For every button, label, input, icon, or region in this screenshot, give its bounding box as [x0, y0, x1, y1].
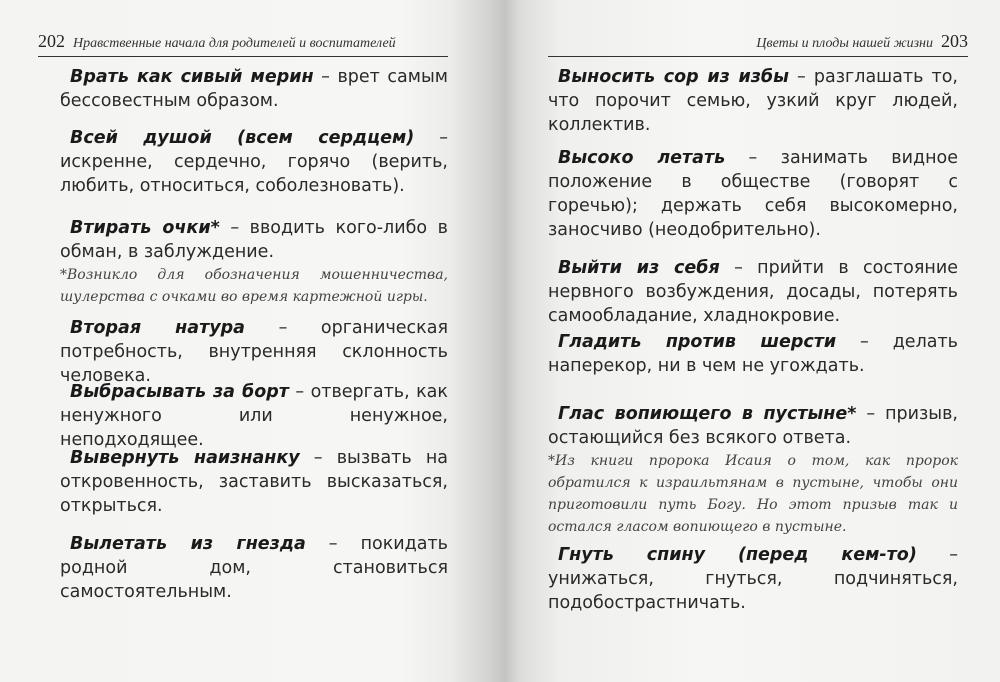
entry-term: Гладить против шерсти — [558, 332, 837, 352]
dictionary-entry — [548, 330, 958, 378]
entry-term: Врать как сивый мерин — [70, 67, 314, 87]
dictionary-entry — [60, 380, 448, 452]
dictionary-entry — [60, 532, 448, 604]
entry-definition: – врет самым бессовестным образом. — [60, 67, 448, 111]
entry-definition: – вводить кого-либо в обман, в заблуждение. — [60, 218, 448, 262]
dictionary-entry — [548, 65, 958, 137]
page-header — [548, 28, 968, 57]
entry-term: Выносить сор из избы — [558, 67, 789, 87]
entry-definition: – унижаться, гнуться, подчиняться, подобострастничать. — [548, 545, 958, 613]
entry-term: Выбрасывать за борт — [70, 382, 289, 402]
entry-definition: – покидать родной дом, становиться самостоятельным. — [60, 534, 448, 602]
footnote: *Возникло для обозначения мошенничества, шулерства с очками во время картежной игры. — [60, 267, 448, 305]
page-number: 202 — [38, 31, 65, 51]
entry-definition: – призыв, остающийся без всякого ответа. — [548, 404, 958, 448]
entry-definition: – отвергать, как ненужного или ненужное, неподходящее. — [60, 382, 448, 450]
dictionary-entry — [60, 65, 448, 113]
entry-definition: – искренне, сердечно, горячо (верить, любить, относиться, соболезновать). — [60, 128, 448, 196]
dictionary-entry — [60, 126, 448, 198]
entry-definition: – делать наперекор, ни в чем не угождать. — [548, 332, 958, 376]
running-title: Нравственные начала для родителей и воспитателей — [73, 36, 396, 51]
dictionary-entry — [60, 316, 448, 388]
entry-term: Втирать очки* — [70, 218, 220, 238]
footnote: *Из книги пророка Исаия о том, как пророк обратился к израильтянам в пустыне, чтобы они приготовили путь Богу. Но этот призыв так и остался гласом вопиющего в пустыне. — [548, 453, 958, 535]
dictionary-entry — [60, 446, 448, 518]
entry-definition: – органическая потребность, внутренняя склонность человека. — [60, 318, 448, 386]
entry-term: Гнуть спину (перед кем-то) — [558, 545, 917, 565]
running-title: Цветы и плоды нашей жизни — [756, 36, 933, 51]
left-page — [38, 0, 448, 682]
dictionary-entry — [548, 146, 958, 242]
entry-term: Высоко летать — [558, 148, 726, 168]
right-page — [548, 0, 968, 682]
entry-term: Всей душой (всем сердцем) — [70, 128, 415, 148]
entry-definition: – разглашать то, что порочит семью, узкий круг людей, коллектив. — [548, 67, 958, 135]
dictionary-entry — [60, 216, 448, 308]
dictionary-entry — [548, 256, 958, 328]
entry-term: Вылетать из гнезда — [70, 534, 306, 554]
entry-definition: – вызвать на откровенность, заставить высказаться, открыться. — [60, 448, 448, 516]
entry-term: Выйти из себя — [558, 258, 720, 278]
dictionary-entry — [548, 402, 958, 538]
entry-term: Вывернуть наизнанку — [70, 448, 300, 468]
entry-definition: – занимать видное положение в обществе (говорят с горечью); держать себя высокомерно, заносчиво (неодобрительно). — [548, 148, 958, 240]
dictionary-entry — [548, 543, 958, 615]
entry-term: Вторая натура — [70, 318, 245, 338]
page-number: 203 — [941, 31, 968, 51]
page-header — [38, 28, 448, 57]
entry-term: Глас вопиющего в пустыне* — [558, 404, 857, 424]
entry-definition: – прийти в состояние нервного возбуждения, досады, потерять самообладание, хладнокровие. — [548, 258, 958, 326]
